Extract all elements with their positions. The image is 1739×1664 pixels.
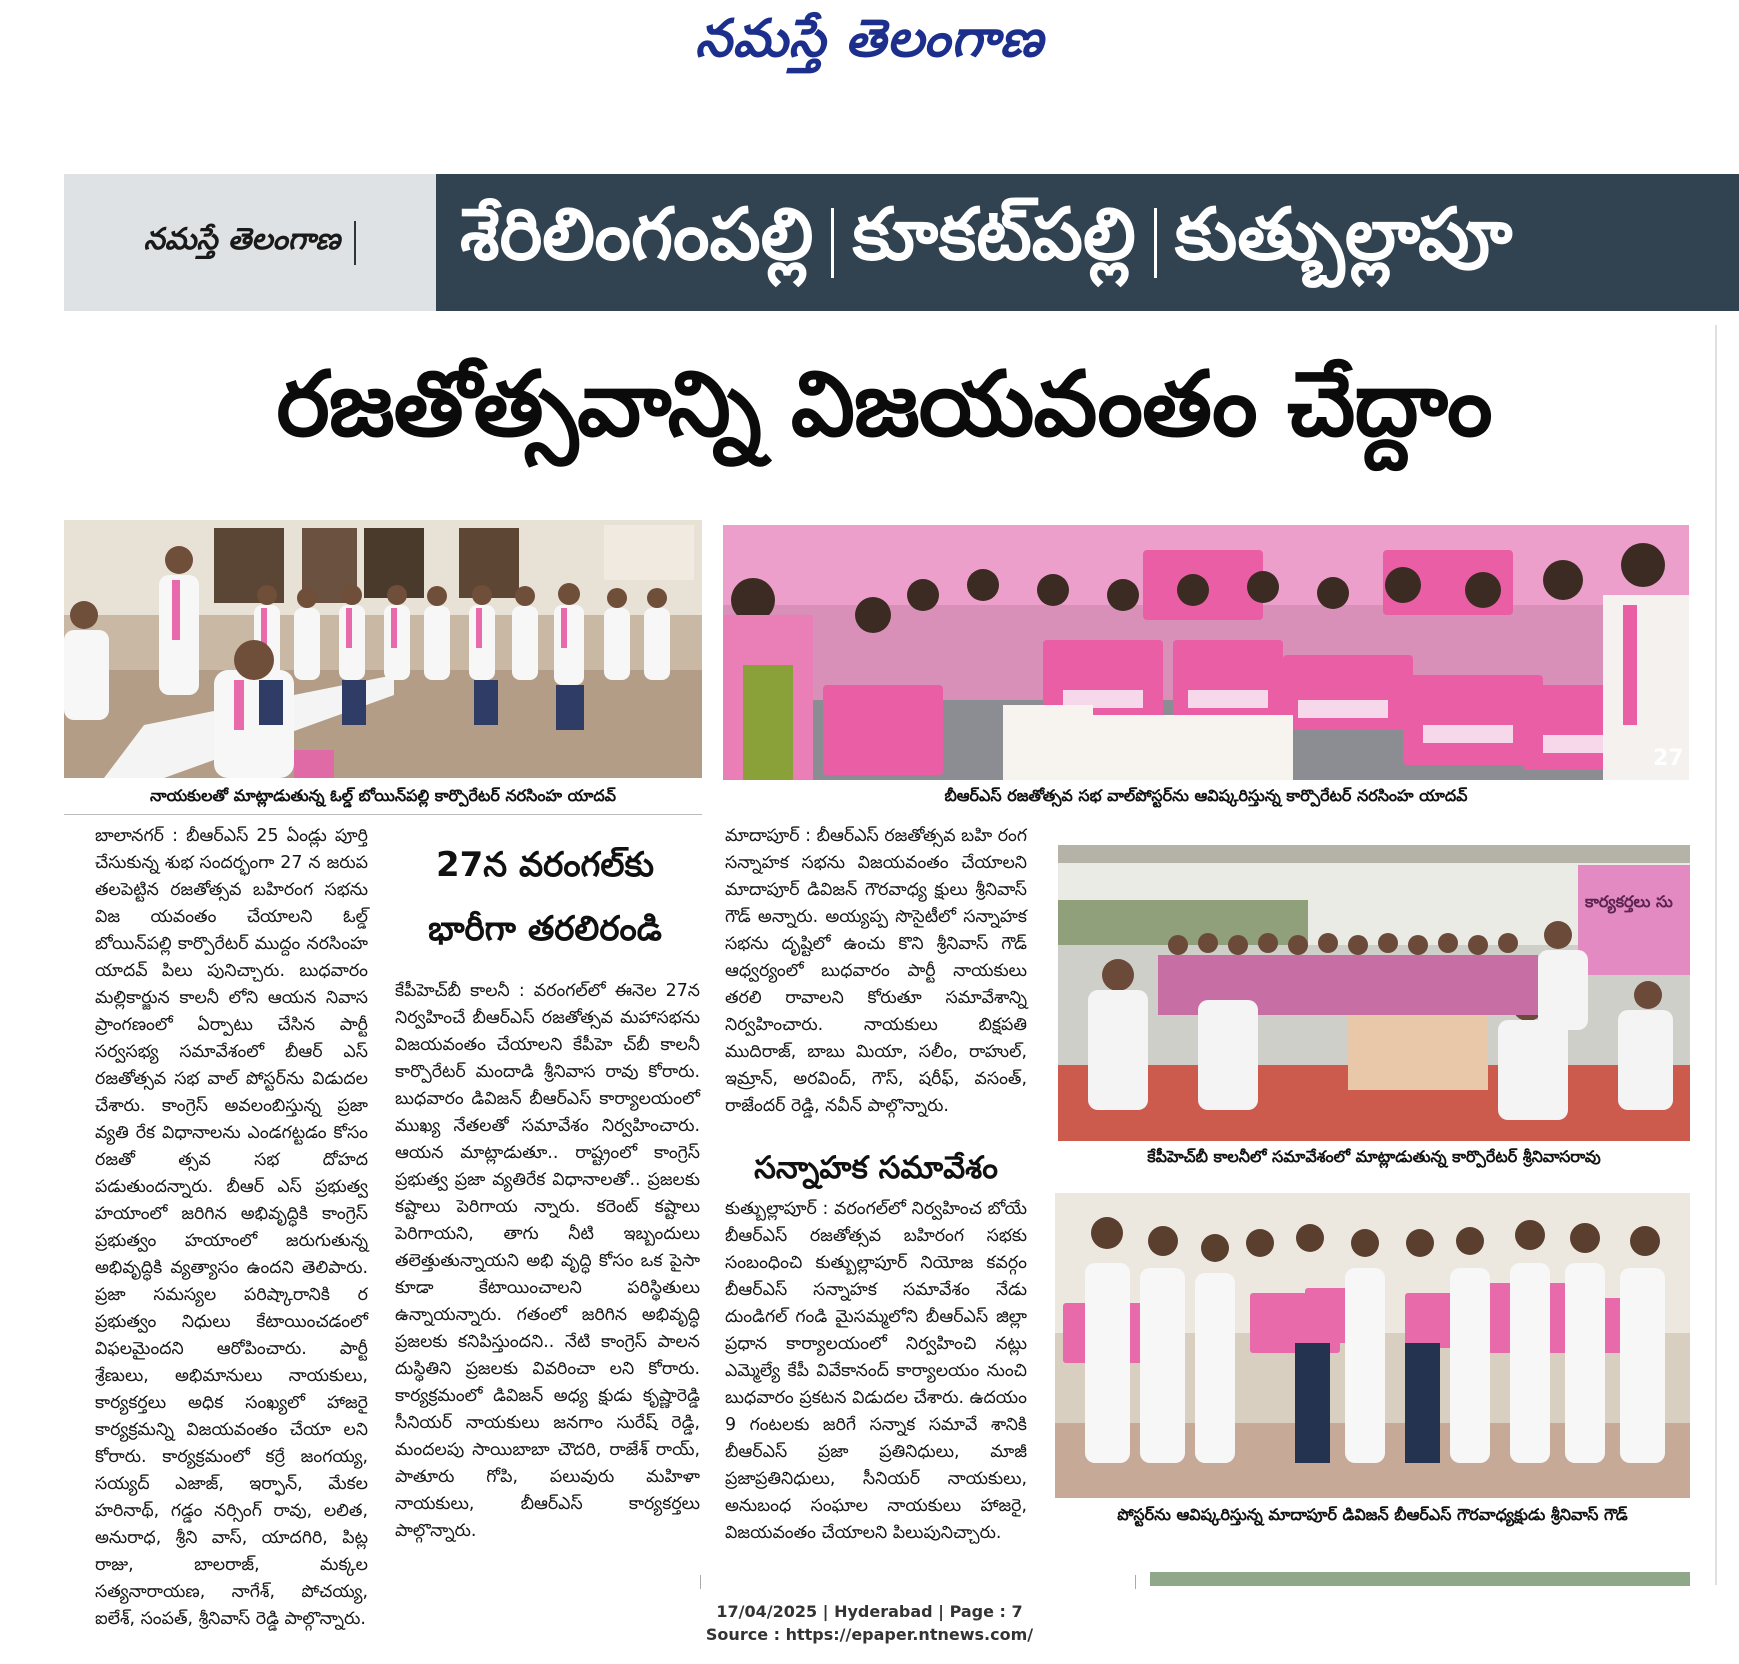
subhead-preparatory-meeting: సన్నాహక సమావేశం [754,1150,998,1186]
footer-date-page: 17/04/2025 | Hyderabad | Page : 7 [716,1602,1023,1621]
place-separator [1154,208,1157,278]
masthead-logo: నమస్తే తెలంగాణ [695,8,1044,69]
photo4-caption: పోస్టర్‌ను ఆవిష్కరిస్తున్న మాదాపూర్ డివిజన్ బీఆర్ఎస్ గౌరవాధ్యక్షుడు శ్రీనివాస్ గౌడ్ [1117,1505,1628,1524]
place-separator [831,208,834,278]
article-kphb: కేపీహెచ్‌బీ కాలనీ : వరంగల్‌లో ఈనెల 27న నిర్వహించే బీఆర్ఎస్ రజతోత్సవ మహాసభను విజయవంతం చేయాలని కేపీహె చ్‌బీ కాలనీ కార్పొరేటర్ మందాడి శ్రీనివాస రావు కోరారు. బుధవారం డివిజన్ బీఆర్ఎస్ కార్యాలయంలో ముఖ్య నేతలతో సమావేశం నిర్వహించారు. ఆయన మాట్లాడుతూ.. రాష్ట్రంలో కాంగ్రెస్ ప్రభుత్వ ప్రజా వ్యతిరేక విధానాలతో.. ప్రజలకు కష్టాలు పెరిగాయ న్నారు. కరెంట్ కష్టాలు పెరిగాయని, తాగు నీటి ఇబ్బందులు తలెత్తుతున్నాయని అభి వృద్ధి కోసం ఒక పైసా కూడా కేటాయించాలని పరిస్థితులు ఉన్నాయన్నారు. గతంలో జరిగిన అభివృద్ధి ప్రజలకు కనిపిస్తుందని.. నేటి కాంగ్రెస్ పాలన దుస్థితిని ప్రజలకు వివరించా లని కోరారు. కార్యక్రమంలో డివిజన్ అధ్య క్షుడు కృష్ణారెడ్డి సీనియర్ నాయకులు జనగాం సురేష్ రెడ్డి, మందలపు సాయిబాబా చౌదరి, రాజేశ్ రాయ్, పాతూరు గోపి, పలువురు మహిళా నాయకులు, బీఆర్ఎస్ కార్యకర్తలు పాల్గొన్నారు. [395,981,700,1541]
caption-rule [64,814,702,815]
article-quthbullapur: కుత్బుల్లాపూర్ : వరంగల్‌లో నిర్వహించ బోయే బీఆర్ఎస్ రజతోత్సవ బహిరంగ సభకు సంబంధించి కుత్బుల్లాపూర్ నియోజ కవర్గం బీఆర్ఎస్ సన్నాహక సమావేశం నేడు దుండిగల్ గండి మైసమ్మలోని బీఆర్ఎస్ జిల్లా ప్రధాన కార్యాలయంలో నిర్వహించి నట్లు ఎమ్మెల్యే కేపీ వివేకానంద్ కార్యాలయం నుంచి బుధవారం ప్రకటన విడుదల చేశారు. ఉదయం 9 గంటలకు జరిగే సన్నాక సమావే శానికి బీఆర్ఎస్ ప్రజా ప్రతినిధులు, మాజీ ప్రజాప్రతినిధులు, సీనియర్ నాయకులు, అనుబంధ సంఘాల నాయకులు హాజరై, విజయవంతం చేయాలని పిలుపునిచ్చారు. [725,1199,1027,1543]
section-band-brand: నమస్తే తెలంగాణ [143,221,341,257]
photo-poster-launch [723,525,1689,780]
section-band-places [460,174,1512,311]
photo-meeting-hall [64,520,702,778]
column-rule [700,1575,701,1589]
photo1-caption: నాయకులతో మాట్లాడుతున్న ఓల్డ్ బోయిన్‌పల్లి కార్పొరేటర్ నరసింహ యాదవ్ [149,786,616,805]
section-place-2: కూకట్‌పల్లి [852,191,1136,276]
section-place-3: కుత్బుల్లాపూ [1174,191,1513,276]
photo-kphb-meeting [1058,845,1690,1141]
article-madhapur: మాదాపూర్ : బీఆర్ఎస్ రజతోత్సవ బహి రంగ సన్నాహక సభను విజయవంతం చేయాలని మాదాపూర్ డివిజన్ గౌరవాధ్య క్షులు శ్రీనివాస్ గౌడ్ అన్నారు. అయ్యప్ప సొసైటీలో సన్నాహక సభను దృష్టిలో ఉంచు కొని శ్రీనివాస్ గౌడ్ ఆధ్వర్యంలో బుధవారం పార్టీ నాయకులు తరలి రావాలని కోరుతూ సమావేశాన్ని నిర్వహించారు. నాయకులు బిక్షపతి ముదిరాజ్, బాబు మియా, సలీం, రాహుల్, ఇమ్రాన్, అరవింద్, గౌస్, షరీఫ్, వసంత్, రాజేందర్ రెడ్డి, నవీన్ పాల్గొన్నారు. [725,826,1027,1116]
article-balanagar: బాలానగర్ : బీఆర్ఎస్ 25 ఏండ్లు పూర్తి చేసుకున్న శుభ సందర్భంగా 27 న జరుప తలపెట్టిన రజతోత్సవ బహిరంగ సభను విజ యవంతం చేయాలని ఓల్డ్ బోయిన్‌పల్లి కార్పొరేటర్ ముద్దం నరసింహ యాదవ్ పిలు పునిచ్చారు. బుధవారం మల్లికార్జున కాలనీ లోని ఆయన నివాస ప్రాంగణంలో ఏర్పాటు చేసిన పార్టీ సర్వసభ్య సమావేశంలో బీఆర్ ఎస్ రజతోత్సవ సభ వాల్ పోస్టర్‌ను విడుదల చేశారు. కాంగ్రెస్ అవలంబిస్తున్న ప్రజా వ్యతి రేక విధానాలను ఎండగట్టడం కోసం రజతో త్సవ సభ దోహద పడుతుందన్నారు. బీఆర్ ఎస్ ప్రభుత్వ హయాంలో జరిగిన అభివృద్ధికి కాంగ్రెస్ ప్రభుత్వం హయాంలో జరుగుతున్న అభివృద్ధికి వ్యత్యాసం ఉందని తెలిపారు. ప్రజా సమస్యల పరిష్కారానికి ర ప్రభుత్వం నిధులు కేటాయించడంలో విఫలమైందని ఆరోపించారు. పార్టీ శ్రేణులు, అభిమానులు నాయకులు, కార్యకర్తలు అధిక సంఖ్యలో హాజరై కార్యక్రమన్ని విజయవంతం చేయా లని కోరారు. కార్యక్రమంలో కర్రే జంగయ్య, సయ్యద్ ఎజాజ్, ఇర్ఫాన్, మేకల హరినాథ్, గడ్డం నర్సింగ్ రావు, లలిత, అనురాధ, శ్రీని వాస్, యాదగిరి, పిట్ల రాజు, బాలరాజ్, మక్కల సత్యనారాయణ, నాగేశ్, పోచయ్య, ఐలేశ్, సంపత్, శ్రీనివాస్ రెడ్డి పాల్గొన్నారు. [95,826,368,1629]
photo3-caption: కేపీహెచ్‌బీ కాలనీలో సమావేశంలో మాట్లాడుతున్న కార్పొరేటర్ శ్రీనివాసరావు [1147,1147,1601,1166]
page-right-rule [1715,325,1717,1585]
section-band-brand-box [64,174,436,311]
footer-source: Source : https://epaper.ntnews.com/ [705,1625,1034,1644]
photo2-caption: బీఆర్ఎస్ రజతోత్సవ సభ వాల్‌పోస్టర్‌ను ఆవిష్కరిస్తున్న కార్పొరేటర్ నరసింహ యాదవ్ [944,786,1468,805]
subhead-warangal-2: భారీగా తరలిరండి [428,909,662,949]
subhead-warangal-1: 27న వరంగల్‌కు [435,845,655,885]
section-place-1: శేరిలింగంపల్లి [460,191,814,276]
banner-text: కార్యకర్తలు సు [1585,892,1673,911]
photo-madhapur-poster [1055,1193,1690,1498]
section-band-divider [354,221,356,265]
poster-number-text: 27 [1653,746,1684,771]
next-photo-strip [1150,1572,1690,1586]
page-headline: రజతోత్సవాన్ని విజయవంతం చేద్దాం [276,352,1492,457]
column-rule [1135,1575,1136,1589]
